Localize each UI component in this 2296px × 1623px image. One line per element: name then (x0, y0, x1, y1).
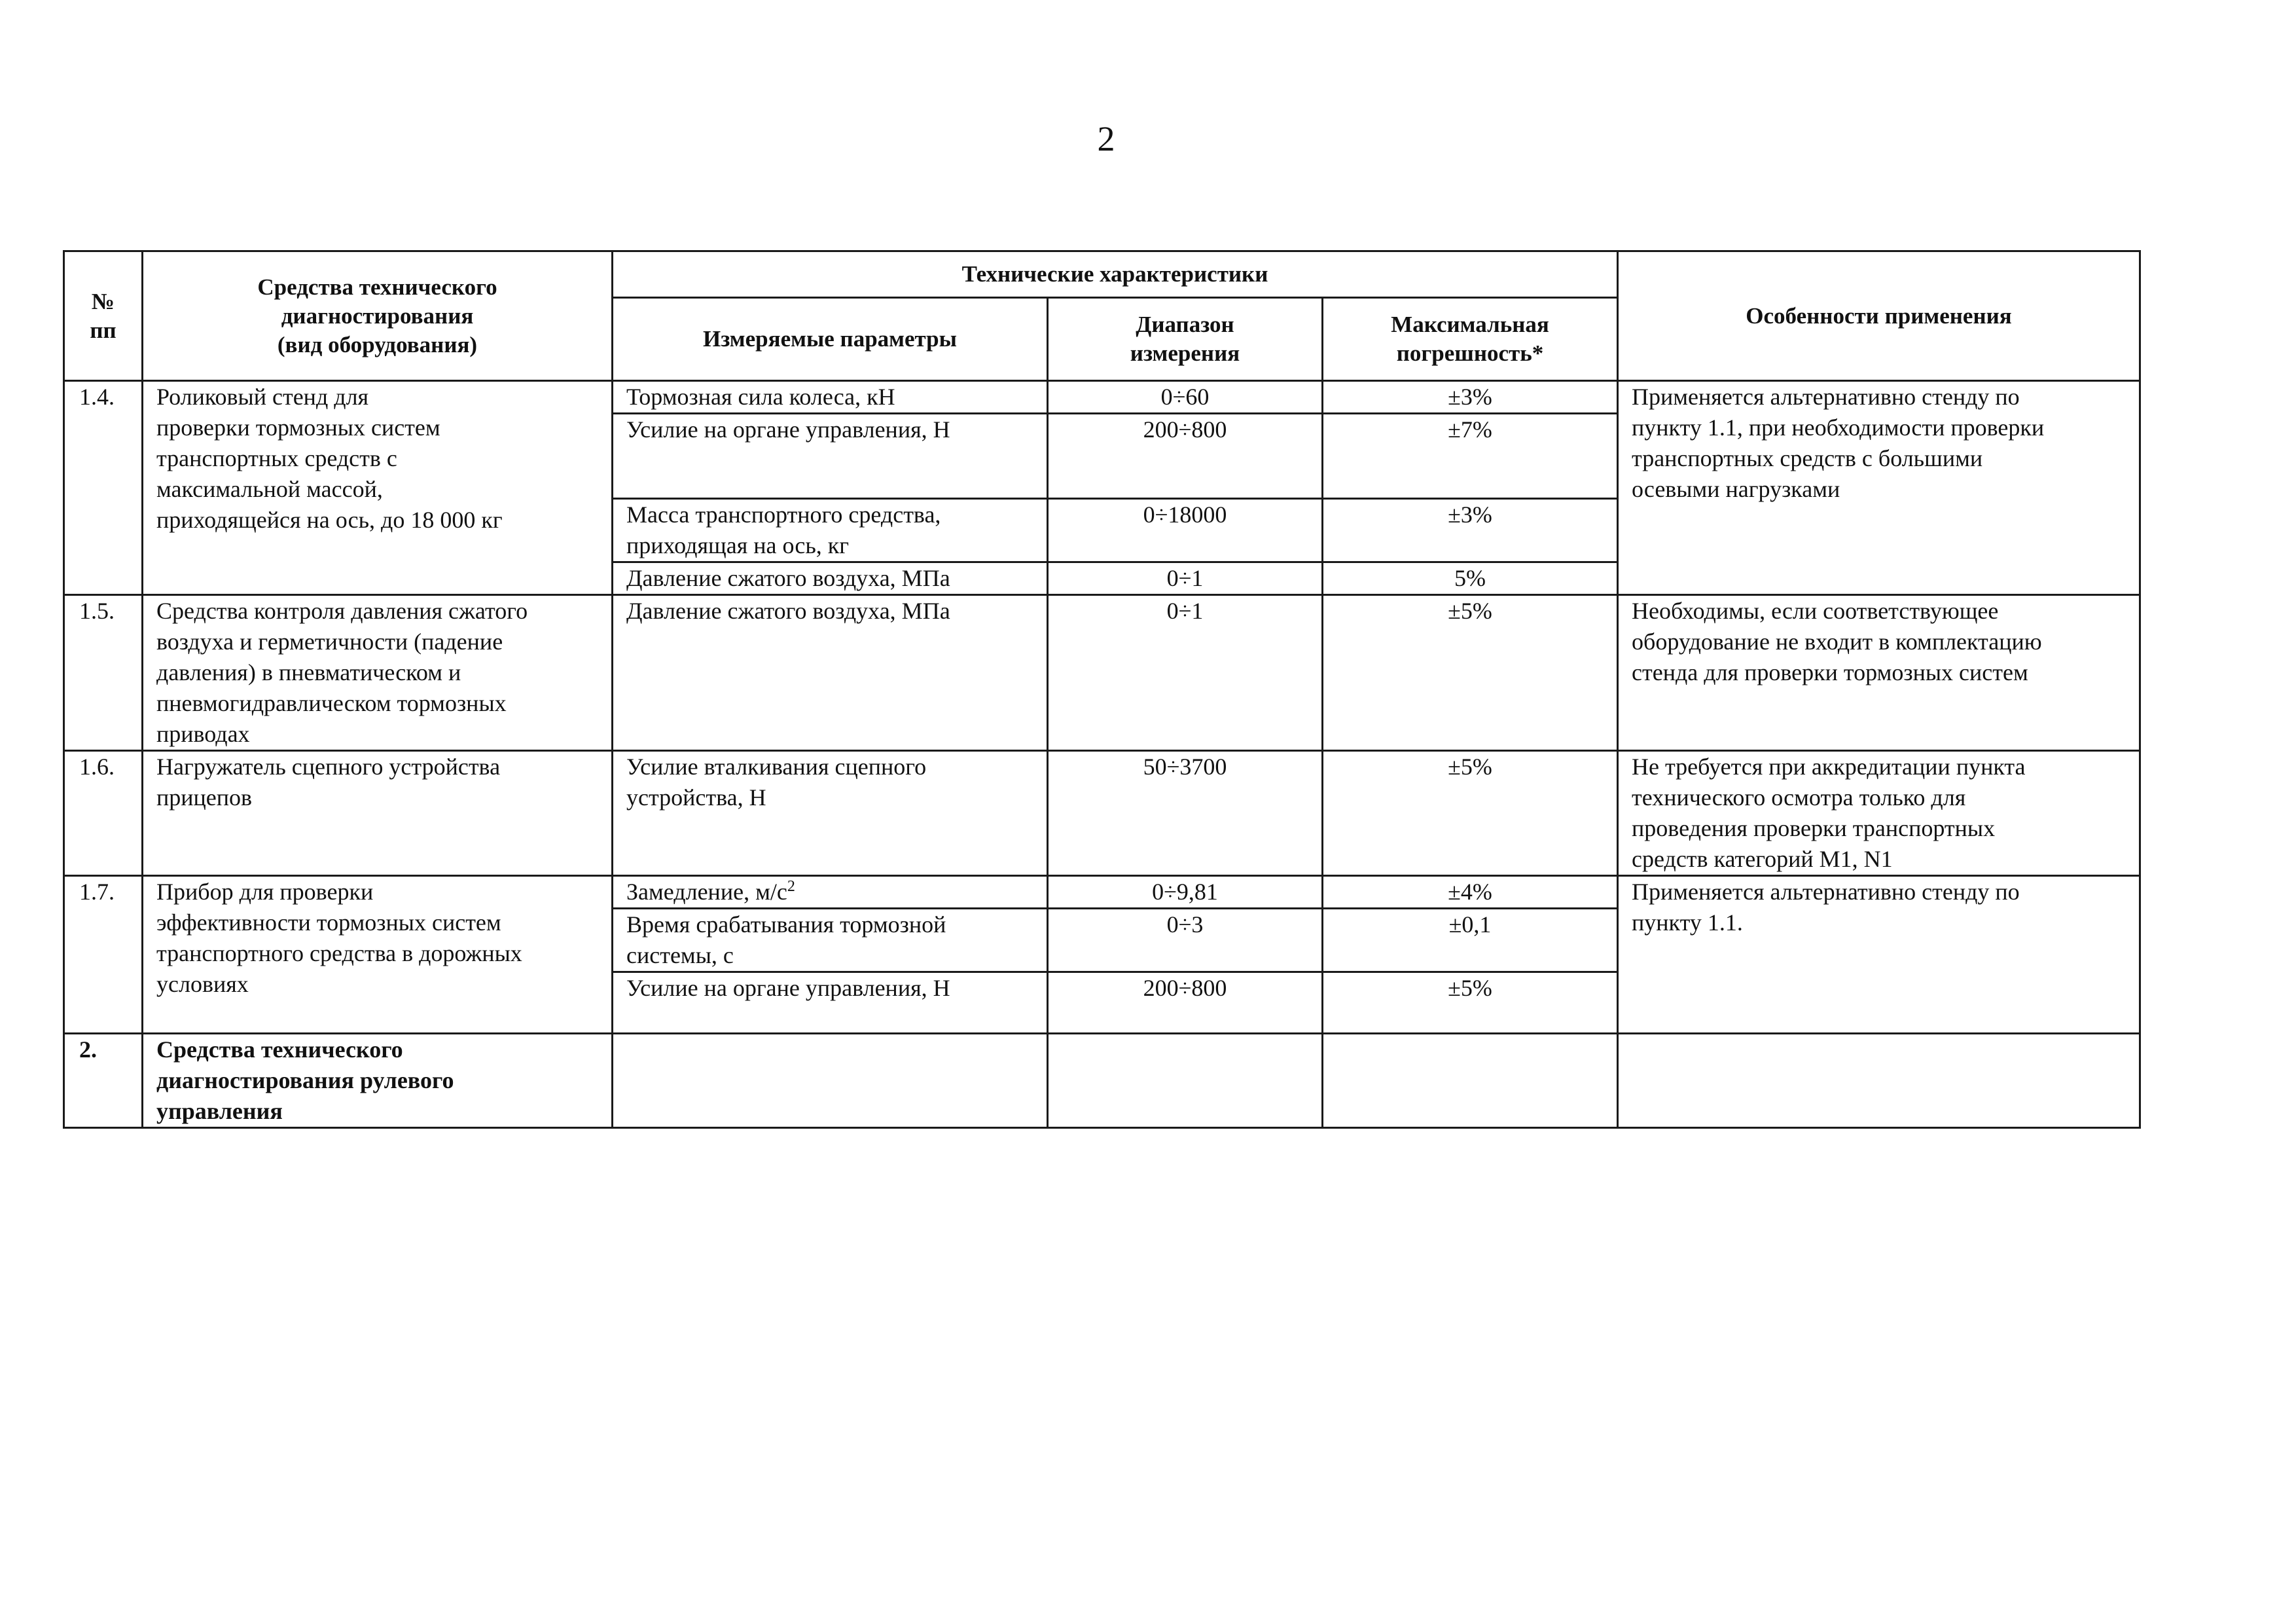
max-error: ±0,1 (1323, 909, 1618, 972)
page-number: 2 (1097, 119, 1115, 158)
item-number: 2. (64, 1034, 143, 1128)
measured-parameter: Давление сжатого воздуха, МПа (613, 595, 1048, 751)
item-number: 1.4. (64, 381, 143, 595)
table-row (64, 751, 2140, 876)
measured-parameter: Усилие на органе управления, Н (613, 972, 1048, 1034)
table-body (64, 381, 2140, 1128)
measured-parameter: Тормозная сила колеса, кН (613, 381, 1048, 414)
measurement-range: 0÷1 (1048, 595, 1323, 751)
table-row (64, 876, 2140, 909)
measurement-range (1048, 1034, 1323, 1128)
max-error (1323, 1034, 1618, 1128)
measurement-range: 50÷3700 (1048, 751, 1323, 876)
diagnostic-equipment-table (63, 250, 2141, 1129)
equipment-name: Средства контроля давления сжатого воздуха и герметичности (падение давления) в пневматическом и пневмогидравлическом тормозных приводах (143, 595, 613, 751)
header-range: Диапазон измерения (1048, 298, 1323, 381)
measured-parameter: Масса транспортного средства, приходящая на ось, кг (613, 499, 1048, 562)
max-error: ±7% (1323, 414, 1618, 499)
measurement-range: 0÷1 (1048, 562, 1323, 595)
measurement-range: 0÷9,81 (1048, 876, 1323, 909)
header-max-error: Максимальная погрешность* (1323, 298, 1618, 381)
item-number: 1.5. (64, 595, 143, 751)
measured-parameter (613, 1034, 1048, 1128)
measured-parameter: Давление сжатого воздуха, МПа (613, 562, 1048, 595)
max-error: ±3% (1323, 381, 1618, 414)
measured-parameter: Усилие на органе управления, Н (613, 414, 1048, 499)
table-row (64, 595, 2140, 751)
max-error: 5% (1323, 562, 1618, 595)
measurement-range: 200÷800 (1048, 972, 1323, 1034)
measurement-range: 0÷60 (1048, 381, 1323, 414)
application-features: Необходимы, если соответствующее оборудование не входит в комплектацию стенда для проверки тормозных систем (1618, 595, 2140, 751)
max-error: ±3% (1323, 499, 1618, 562)
table-row (64, 1034, 2140, 1128)
measurement-range: 0÷3 (1048, 909, 1323, 972)
item-number: 1.7. (64, 876, 143, 1034)
equipment-name: Роликовый стенд для проверки тормозных систем транспортных средств с максимальной массой, приходящейся на ось, до 18 000 кг (143, 381, 613, 595)
max-error: ±5% (1323, 751, 1618, 876)
application-features (1618, 1034, 2140, 1128)
max-error: ±4% (1323, 876, 1618, 909)
equipment-name: Прибор для проверки эффективности тормозных систем транспортного средства в дорожных условиях (143, 876, 613, 1034)
equipment-name: Нагружатель сцепного устройства прицепов (143, 751, 613, 876)
header-means: Средства технического диагностирования (вид оборудования) (143, 251, 613, 381)
max-error: ±5% (1323, 972, 1618, 1034)
measured-parameter: Время срабатывания тормозной системы, с (613, 909, 1048, 972)
unit-superscript: 2 (787, 878, 795, 895)
application-features: Применяется альтернативно стенду по пункту 1.1, при необходимости проверки транспортных средств с большими осевыми нагрузками (1618, 381, 2140, 595)
table-row (64, 381, 2140, 414)
header-measured-params: Измеряемые параметры (613, 298, 1048, 381)
measurement-range: 0÷18000 (1048, 499, 1323, 562)
header-tech-chars: Технические характеристики (613, 251, 1618, 298)
application-features: Не требуется при аккредитации пункта технического осмотра только для проведения проверки транспортных средств категорий M1, N1 (1618, 751, 2140, 876)
application-features: Применяется альтернативно стенду по пункту 1.1. (1618, 876, 2140, 1034)
header-features: Особенности применения (1618, 251, 2140, 381)
max-error: ±5% (1323, 595, 1618, 751)
measured-parameter: Усилие вталкивания сцепного устройства, Н (613, 751, 1048, 876)
header-num: № пп (64, 251, 143, 381)
item-number: 1.6. (64, 751, 143, 876)
measurement-range: 200÷800 (1048, 414, 1323, 499)
measured-parameter: Замедление, $м/с^2$ (613, 876, 1048, 909)
equipment-name: Средства технического диагностирования рулевого управления (143, 1034, 613, 1128)
